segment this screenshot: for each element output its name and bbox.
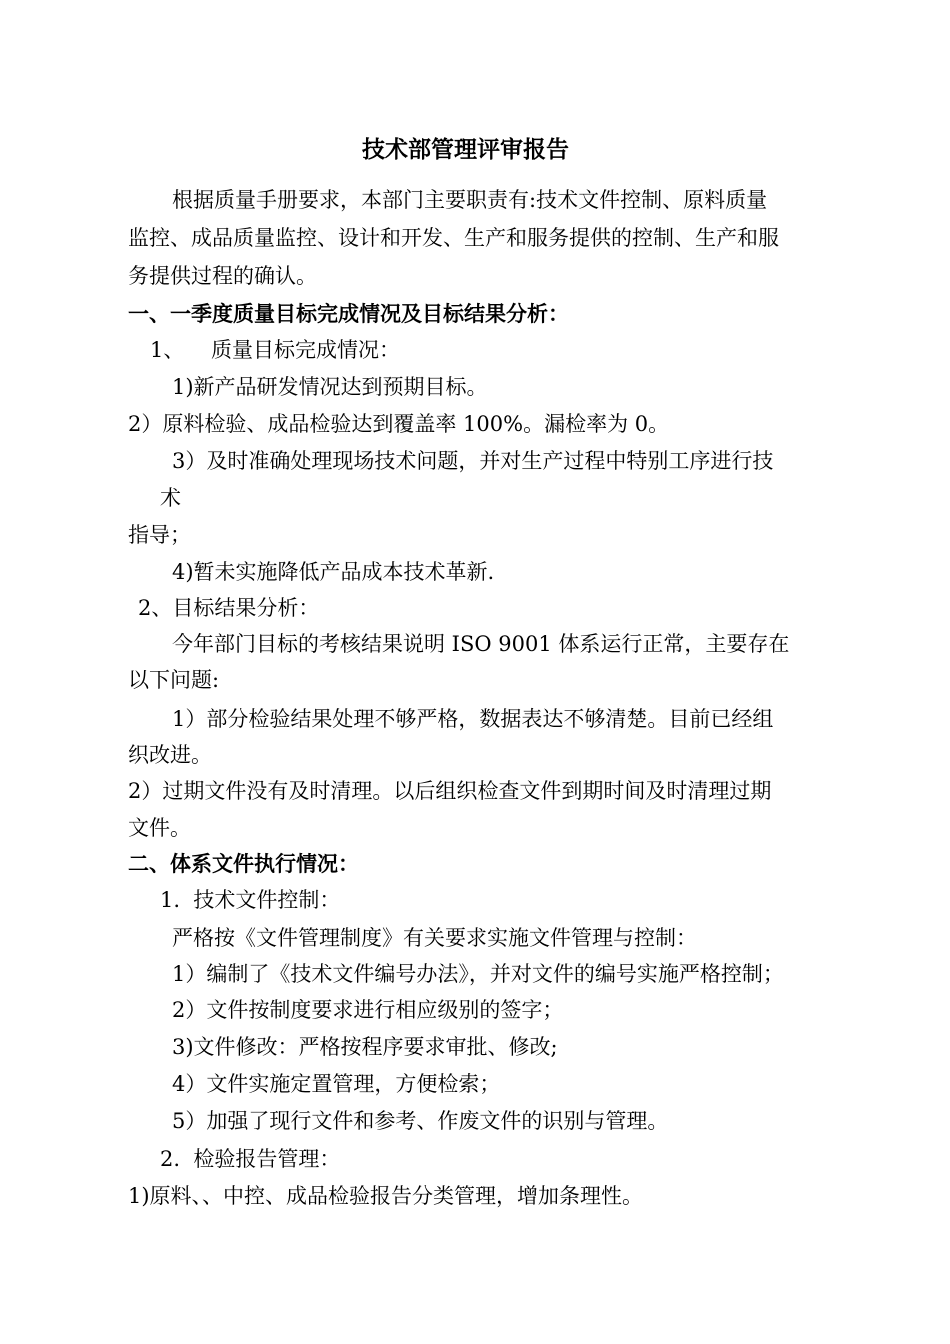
- body-line: 5）加强了现行文件和参考、作废文件的识别与管理。: [172, 1109, 669, 1133]
- body-line: 3）及时准确处理现场技术问题，并对生产过程中特别工序进行技: [172, 449, 774, 473]
- document-title: 技术部管理评审报告: [362, 136, 569, 163]
- body-line: 术: [160, 486, 181, 510]
- body-line: 1）部分检验结果处理不够严格，数据表达不够清楚。目前已经组: [172, 707, 774, 731]
- body-line: 4）文件实施定置管理，方便检索；: [172, 1072, 501, 1096]
- body-line: 严格按《文件管理制度》有关要求实施文件管理与控制：: [172, 926, 697, 950]
- body-line: 指导；: [128, 523, 191, 547]
- subsection-heading: 2、目标结果分析：: [138, 596, 320, 620]
- body-line: 4)暂未实施降低产品成本技术革新.: [172, 560, 495, 584]
- body-line: 文件。: [128, 816, 191, 840]
- body-line: 2）文件按制度要求进行相应级别的签字；: [172, 998, 564, 1022]
- body-line: 织改进。: [128, 743, 212, 767]
- section-heading: 二、体系文件执行情况：: [128, 851, 359, 876]
- body-line: 今年部门目标的考核结果说明 ISO 9001 体系运行正常，主要存在: [172, 632, 790, 656]
- subsection-heading: 1. 技术文件控制：: [160, 888, 341, 912]
- body-line: 1)新产品研发情况达到预期目标。: [172, 375, 488, 399]
- body-line: 1）编制了《技术文件编号办法》，并对文件的编号实施严格控制；: [172, 962, 784, 986]
- body-line: 1)原料、、中控、成品检验报告分类管理，增加条理性。: [128, 1184, 644, 1208]
- subsection-heading: 2. 检验报告管理：: [160, 1147, 341, 1171]
- section-heading: 一、一季度质量目标完成情况及目标结果分析：: [128, 301, 569, 326]
- subsection-heading: 1、 质量目标完成情况：: [150, 338, 401, 362]
- body-line: 2）过期文件没有及时清理。以后组织检查文件到期时间及时清理过期: [128, 779, 772, 803]
- intro-line: 务提供过程的确认。: [128, 264, 317, 288]
- body-line: 3)文件修改：严格按程序要求审批、修改;: [172, 1035, 558, 1059]
- body-line: 以下问题:: [128, 668, 220, 692]
- body-line: 2）原料检验、成品检验达到覆盖率 100%。漏检率为 0。: [128, 412, 670, 436]
- intro-line: 根据质量手册要求，本部门主要职责有:技术文件控制、原料质量: [172, 188, 768, 212]
- intro-line: 监控、成品质量监控、设计和开发、生产和服务提供的控制、生产和服: [128, 226, 779, 250]
